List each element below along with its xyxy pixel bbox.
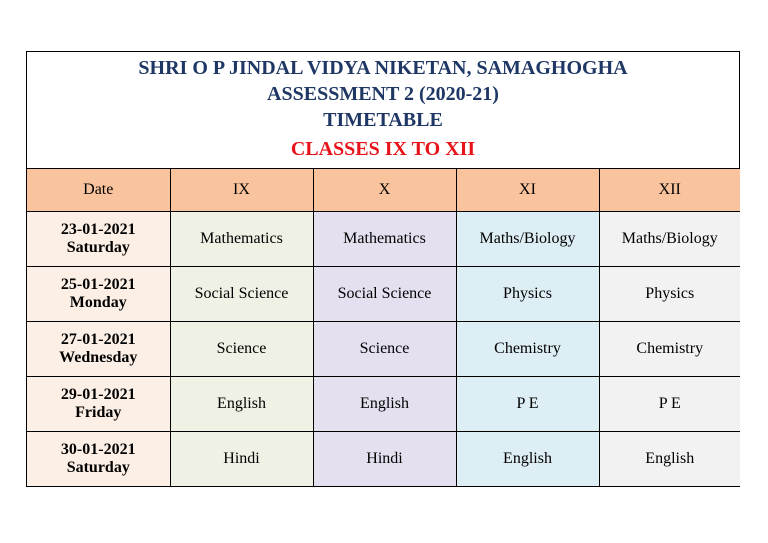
- subject-cell-ix: Social Science: [170, 267, 313, 322]
- exam-date: 27-01-2021: [60, 331, 136, 348]
- subject-cell-x: Mathematics: [313, 212, 456, 267]
- subject-cell-xi: P E: [456, 377, 599, 432]
- subject-cell-ix: Mathematics: [170, 212, 313, 267]
- classes-subtitle: CLASSES IX TO XII: [290, 138, 476, 160]
- table-header-row: [27, 169, 740, 212]
- school-name: SHRI O P JINDAL VIDYA NIKETAN, SAMAGHOGHA: [138, 57, 628, 79]
- exam-date: 30-01-2021: [60, 441, 136, 458]
- date-cell: [27, 377, 170, 432]
- subject-cell-xi: Chemistry: [456, 322, 599, 377]
- subject-cell-xii: Maths/Biology: [599, 212, 740, 267]
- date-cell: [27, 322, 170, 377]
- table-row: [27, 432, 740, 487]
- subject-cell-x: Science: [313, 322, 456, 377]
- timetable-table: [27, 169, 740, 486]
- subject-cell-xii: Physics: [599, 267, 740, 322]
- exam-day: Wednesday: [59, 349, 138, 366]
- subject-cell-ix: Science: [170, 322, 313, 377]
- exam-date: 23-01-2021: [60, 221, 136, 238]
- exam-day: Monday: [69, 294, 127, 311]
- date-cell: [27, 267, 170, 322]
- column-header-x: X: [313, 169, 456, 212]
- exam-day: Saturday: [66, 239, 130, 256]
- subject-cell-xii: English: [599, 432, 740, 487]
- subject-cell-ix: English: [170, 377, 313, 432]
- table-row: [27, 377, 740, 432]
- subject-cell-xii: Chemistry: [599, 322, 740, 377]
- column-header-xii: XII: [599, 169, 740, 212]
- exam-date: 29-01-2021: [60, 386, 136, 403]
- table-row: [27, 322, 740, 377]
- subject-cell-xi: Physics: [456, 267, 599, 322]
- exam-day: Friday: [75, 404, 122, 421]
- subject-cell-x: English: [313, 377, 456, 432]
- date-cell: [27, 212, 170, 267]
- exam-day: Saturday: [66, 459, 130, 476]
- table-row: [27, 212, 740, 267]
- subject-cell-x: Hindi: [313, 432, 456, 487]
- exam-date: 25-01-2021: [60, 276, 136, 293]
- timetable-header: [27, 52, 739, 169]
- column-header-xi: XI: [456, 169, 599, 212]
- timetable-sheet: [26, 51, 740, 487]
- subject-cell-ix: Hindi: [170, 432, 313, 487]
- subject-cell-x: Social Science: [313, 267, 456, 322]
- subject-cell-xi: English: [456, 432, 599, 487]
- assessment-title: ASSESSMENT 2 (2020-21): [267, 83, 499, 105]
- date-cell: [27, 432, 170, 487]
- subject-cell-xi: Maths/Biology: [456, 212, 599, 267]
- subject-cell-xii: P E: [599, 377, 740, 432]
- table-row: [27, 267, 740, 322]
- column-header-date: Date: [27, 169, 170, 212]
- document-title: TIMETABLE: [323, 109, 443, 131]
- column-header-ix: IX: [170, 169, 313, 212]
